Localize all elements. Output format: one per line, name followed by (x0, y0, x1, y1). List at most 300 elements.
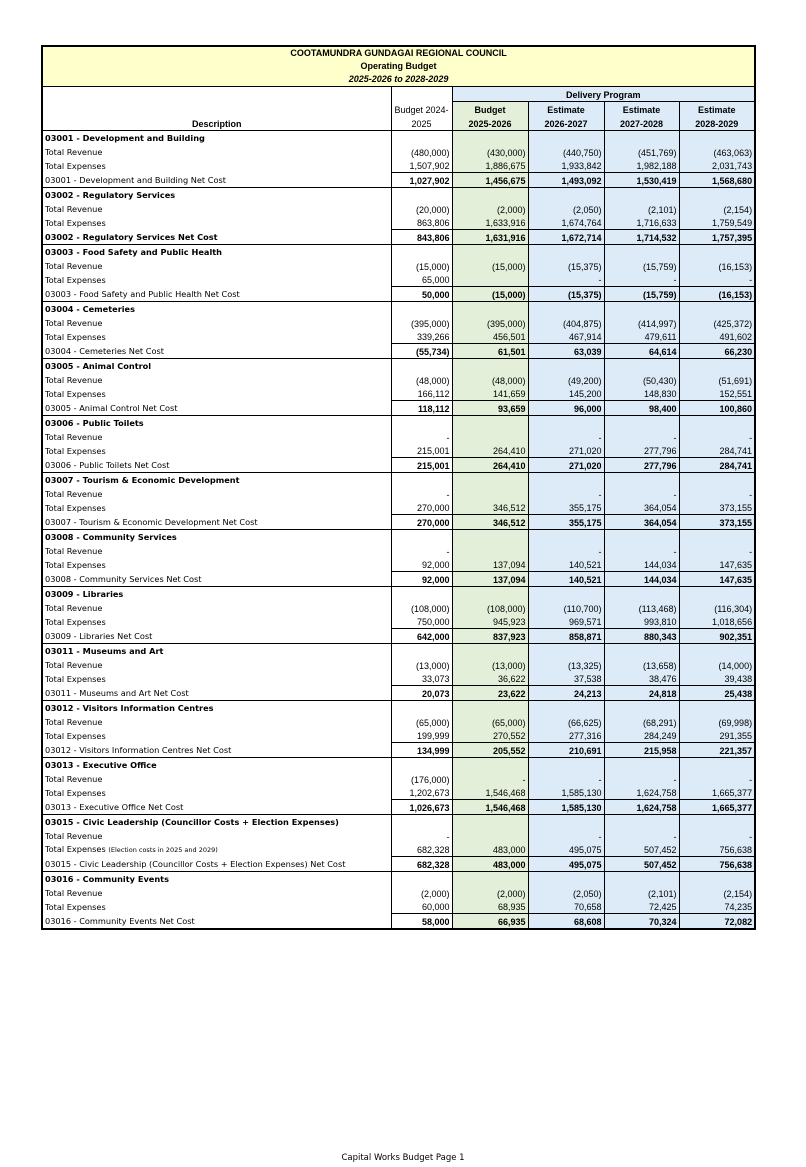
col-description: Description (191, 119, 242, 129)
row-label: 03016 - Community Events Net Cost (45, 915, 195, 926)
empty-cell (679, 245, 755, 259)
value-estimate-2028-29: 373,155 (679, 501, 755, 515)
operating-budget-sheet (41, 45, 754, 930)
value-budget-2024-25: 863,806 (391, 216, 452, 230)
row-label-cell (42, 615, 391, 629)
value-estimate-2027-28: 364,054 (604, 515, 679, 530)
row-label-cell (42, 601, 391, 615)
row-label: Total Expenses (45, 901, 106, 912)
row-label: Total Expenses (45, 274, 106, 285)
empty-cell (604, 815, 679, 829)
empty-cell (452, 530, 528, 544)
empty-cell (679, 473, 755, 487)
table-row (42, 145, 755, 159)
section-title: 03013 - Executive Office (42, 758, 391, 772)
value-estimate-2026-27: (15,375) (528, 287, 604, 302)
row-label-cell (42, 729, 391, 743)
empty-cell (391, 302, 452, 316)
section-header-row (42, 416, 755, 430)
value-estimate-2026-27: 63,039 (528, 344, 604, 359)
empty-cell (452, 587, 528, 601)
value-estimate-2026-27: 969,571 (528, 615, 604, 629)
row-label-cell (42, 216, 391, 230)
table-row (42, 273, 755, 287)
value-budget-2024-25: 682,328 (391, 857, 452, 872)
empty-cell (528, 644, 604, 658)
value-estimate-2027-28: - (604, 487, 679, 501)
value-budget-2025-26: (48,000) (452, 373, 528, 387)
value-estimate-2028-29: 1,757,395 (679, 230, 755, 245)
value-budget-2024-25: 750,000 (391, 615, 452, 629)
value-budget-2024-25: 215,001 (391, 444, 452, 458)
row-label-cell (42, 786, 391, 800)
value-estimate-2028-29: 72,082 (679, 914, 755, 929)
value-estimate-2026-27: (49,200) (528, 373, 604, 387)
section-header-row (42, 644, 755, 658)
value-estimate-2028-29: 756,638 (679, 843, 755, 857)
value-estimate-2027-28: 277,796 (604, 444, 679, 458)
col-est-2028-line2: 2028-2029 (679, 116, 755, 131)
value-budget-2025-26: 264,410 (452, 458, 528, 473)
value-budget-2024-25: 199,999 (391, 729, 452, 743)
value-estimate-2027-28: (2,101) (604, 202, 679, 216)
value-estimate-2027-28: - (604, 772, 679, 786)
value-estimate-2028-29: 147,635 (679, 572, 755, 587)
row-label-cell (42, 173, 391, 188)
value-estimate-2027-28: (414,997) (604, 316, 679, 330)
value-estimate-2028-29: (69,998) (679, 715, 755, 729)
value-estimate-2028-29: (16,153) (679, 287, 755, 302)
row-label-cell (42, 273, 391, 287)
value-budget-2024-25: 33,073 (391, 672, 452, 686)
value-estimate-2027-28: 144,034 (604, 572, 679, 587)
value-estimate-2026-27: 145,200 (528, 387, 604, 401)
empty-cell (452, 815, 528, 829)
row-label: Total Expenses (45, 160, 106, 171)
value-estimate-2028-29: 1,759,549 (679, 216, 755, 230)
net-cost-row (42, 743, 755, 758)
empty-cell (679, 530, 755, 544)
table-row (42, 615, 755, 629)
section-header-row (42, 815, 755, 829)
value-budget-2025-26 (452, 273, 528, 287)
row-label: 03001 - Development and Building Net Cost (45, 174, 226, 185)
value-budget-2025-26 (452, 829, 528, 843)
table-row (42, 159, 755, 173)
row-label: Total Revenue (45, 146, 103, 157)
value-estimate-2027-28: (2,101) (604, 886, 679, 900)
row-label: Total Expenses (45, 217, 106, 228)
header-row-3 (42, 116, 755, 131)
table-row (42, 601, 755, 615)
value-estimate-2026-27: 355,175 (528, 501, 604, 515)
row-label: 03011 - Museums and Art Net Cost (45, 687, 189, 698)
table-row (42, 843, 755, 857)
value-estimate-2027-28: 507,452 (604, 857, 679, 872)
value-budget-2024-25: 843,806 (391, 230, 452, 245)
empty-cell (391, 473, 452, 487)
row-label: Total Revenue (45, 488, 103, 499)
value-estimate-2028-29: (2,154) (679, 202, 755, 216)
value-estimate-2026-27: - (528, 772, 604, 786)
empty-cell (604, 758, 679, 772)
section-header-row (42, 245, 755, 259)
value-estimate-2028-29: 147,635 (679, 558, 755, 572)
value-estimate-2027-28: 277,796 (604, 458, 679, 473)
row-label: 03013 - Executive Office Net Cost (45, 801, 184, 812)
table-row (42, 558, 755, 572)
table-row (42, 259, 755, 273)
report-title-block (42, 46, 755, 87)
value-estimate-2028-29: - (679, 829, 755, 843)
empty-cell (391, 245, 452, 259)
row-label: Total Expenses (45, 787, 106, 798)
value-budget-2025-26: 837,923 (452, 629, 528, 644)
table-row (42, 373, 755, 387)
section-title: 03015 - Civic Leadership (Councillor Costs + Election Expenses) (42, 815, 391, 829)
value-estimate-2026-27: 96,000 (528, 401, 604, 416)
section-title: 03006 - Public Toilets (42, 416, 391, 430)
value-budget-2024-25: 1,026,673 (391, 800, 452, 815)
value-estimate-2027-28: (451,769) (604, 145, 679, 159)
value-budget-2024-25: - (391, 430, 452, 444)
value-estimate-2028-29: 2,031,743 (679, 159, 755, 173)
value-budget-2025-26: (15,000) (452, 287, 528, 302)
value-estimate-2026-27: (404,875) (528, 316, 604, 330)
council-name: COOTAMUNDRA GUNDAGAI REGIONAL COUNCIL (290, 48, 507, 58)
value-budget-2025-26 (452, 487, 528, 501)
row-label-cell (42, 373, 391, 387)
empty-cell (604, 131, 679, 145)
value-budget-2025-26 (452, 430, 528, 444)
value-estimate-2027-28: 98,400 (604, 401, 679, 416)
net-cost-row (42, 914, 755, 929)
value-budget-2025-26: 137,094 (452, 558, 528, 572)
value-estimate-2028-29: - (679, 487, 755, 501)
row-label: Total Expenses (45, 445, 106, 456)
value-budget-2024-25: 50,000 (391, 287, 452, 302)
row-label-cell (42, 444, 391, 458)
empty-cell (452, 758, 528, 772)
value-budget-2024-25: 215,001 (391, 458, 452, 473)
value-estimate-2027-28: 507,452 (604, 843, 679, 857)
empty-cell (604, 302, 679, 316)
value-estimate-2027-28: 284,249 (604, 729, 679, 743)
empty-cell (452, 245, 528, 259)
row-label-cell (42, 900, 391, 914)
header-row-1 (42, 87, 755, 102)
value-estimate-2028-29: 902,351 (679, 629, 755, 644)
value-budget-2024-25: (20,000) (391, 202, 452, 216)
section-title: 03012 - Visitors Information Centres (42, 701, 391, 715)
report-period: 2025-2026 to 2028-2029 (348, 74, 449, 84)
value-budget-2024-25: 65,000 (391, 273, 452, 287)
value-estimate-2026-27: 70,658 (528, 900, 604, 914)
row-label: 03012 - Visitors Information Centres Net Cost (45, 744, 232, 755)
value-estimate-2027-28: (13,658) (604, 658, 679, 672)
empty-cell (391, 131, 452, 145)
empty-cell (528, 530, 604, 544)
value-estimate-2027-28: 1,714,532 (604, 230, 679, 245)
value-estimate-2026-27: 140,521 (528, 572, 604, 587)
value-budget-2024-25: 339,266 (391, 330, 452, 344)
row-label-cell (42, 772, 391, 786)
value-estimate-2028-29: 1,665,377 (679, 786, 755, 800)
value-estimate-2027-28: 70,324 (604, 914, 679, 929)
value-estimate-2027-28: 1,624,758 (604, 786, 679, 800)
net-cost-row (42, 857, 755, 872)
value-estimate-2026-27: 495,075 (528, 843, 604, 857)
table-row (42, 772, 755, 786)
value-budget-2025-26: (108,000) (452, 601, 528, 615)
section-title: 03001 - Development and Building (42, 131, 391, 145)
empty-cell (528, 758, 604, 772)
value-budget-2025-26: 483,000 (452, 857, 528, 872)
row-label: Total Expenses (45, 388, 106, 399)
value-estimate-2026-27: 277,316 (528, 729, 604, 743)
value-estimate-2026-27: - (528, 273, 604, 287)
empty-cell (391, 587, 452, 601)
value-estimate-2027-28: - (604, 273, 679, 287)
value-budget-2024-25: 166,112 (391, 387, 452, 401)
row-label: 03007 - Tourism & Economic Development Net Cost (45, 516, 258, 527)
row-label: 03003 - Food Safety and Public Health Net Cost (45, 288, 240, 299)
empty-cell (604, 416, 679, 430)
row-label-cell (42, 430, 391, 444)
section-header-row (42, 359, 755, 373)
value-estimate-2026-27: 271,020 (528, 458, 604, 473)
section-title: 03003 - Food Safety and Public Health (42, 245, 391, 259)
value-budget-2024-25: (13,000) (391, 658, 452, 672)
row-label-cell (42, 658, 391, 672)
value-estimate-2026-27: (110,700) (528, 601, 604, 615)
row-label-cell (42, 558, 391, 572)
row-label: Total Expenses (45, 331, 106, 342)
col-budget-2025-line1: Budget (452, 102, 528, 117)
net-cost-row (42, 287, 755, 302)
section-title: 03005 - Animal Control (42, 359, 391, 373)
empty-cell (452, 416, 528, 430)
value-estimate-2026-27: 858,871 (528, 629, 604, 644)
value-estimate-2026-27: 140,521 (528, 558, 604, 572)
value-budget-2025-26: 270,552 (452, 729, 528, 743)
row-label: Total Expenses (45, 673, 106, 684)
value-budget-2025-26: 61,501 (452, 344, 528, 359)
value-budget-2025-26: 1,633,916 (452, 216, 528, 230)
value-budget-2024-25: (65,000) (391, 715, 452, 729)
row-label: 03008 - Community Services Net Cost (45, 573, 202, 584)
value-budget-2024-25: - (391, 544, 452, 558)
row-label: Total Expenses (45, 502, 106, 513)
value-budget-2025-26: (2,000) (452, 886, 528, 900)
value-estimate-2027-28: 24,818 (604, 686, 679, 701)
table-row (42, 387, 755, 401)
row-label-cell (42, 686, 391, 701)
value-budget-2024-25: - (391, 829, 452, 843)
row-label-cell (42, 145, 391, 159)
row-note: (Election costs in 2025 and 2029) (108, 846, 218, 855)
value-estimate-2027-28: 148,830 (604, 387, 679, 401)
value-estimate-2027-28: - (604, 430, 679, 444)
row-label-cell (42, 202, 391, 216)
value-estimate-2026-27: 24,213 (528, 686, 604, 701)
page-footer: Capital Works Budget Page 1 (341, 1153, 465, 1163)
value-estimate-2028-29: 1,568,680 (679, 173, 755, 188)
row-label-cell (42, 886, 391, 900)
empty-cell (391, 758, 452, 772)
report-title: Operating Budget (360, 61, 437, 71)
operating-budget-table (41, 45, 756, 930)
header-spacer (42, 102, 391, 117)
value-estimate-2028-29: 74,235 (679, 900, 755, 914)
value-budget-2024-25: 1,202,673 (391, 786, 452, 800)
value-estimate-2027-28: 993,810 (604, 615, 679, 629)
value-budget-2025-26: 36,622 (452, 672, 528, 686)
empty-cell (391, 359, 452, 373)
value-budget-2025-26: 346,512 (452, 501, 528, 515)
col-budget-2025-line2: 2025-2026 (452, 116, 528, 131)
value-estimate-2026-27: 1,493,092 (528, 173, 604, 188)
section-header-row (42, 872, 755, 886)
value-budget-2025-26: 141,659 (452, 387, 528, 401)
empty-cell (528, 245, 604, 259)
value-estimate-2028-29: (14,000) (679, 658, 755, 672)
row-label: Total Revenue (45, 716, 103, 727)
value-estimate-2027-28: 38,476 (604, 672, 679, 686)
row-label: Total Revenue (45, 887, 103, 898)
value-estimate-2026-27: (13,325) (528, 658, 604, 672)
value-estimate-2028-29: 291,355 (679, 729, 755, 743)
value-estimate-2026-27: 37,538 (528, 672, 604, 686)
empty-cell (679, 587, 755, 601)
header-spacer (391, 87, 452, 102)
empty-cell (528, 872, 604, 886)
empty-cell (604, 530, 679, 544)
value-estimate-2028-29: 373,155 (679, 515, 755, 530)
row-label-cell (42, 857, 391, 872)
section-title: 03011 - Museums and Art (42, 644, 391, 658)
row-label-cell (42, 487, 391, 501)
section-title: 03007 - Tourism & Economic Development (42, 473, 391, 487)
value-budget-2025-26: 68,935 (452, 900, 528, 914)
value-estimate-2026-27: 1,585,130 (528, 800, 604, 815)
col-est-2028-line1: Estimate (679, 102, 755, 117)
table-row (42, 330, 755, 344)
value-budget-2024-25: 20,073 (391, 686, 452, 701)
value-budget-2024-25: 60,000 (391, 900, 452, 914)
section-title: 03004 - Cemeteries (42, 302, 391, 316)
value-budget-2025-26: 1,456,675 (452, 173, 528, 188)
value-estimate-2028-29: 1,018,656 (679, 615, 755, 629)
value-estimate-2028-29: - (679, 430, 755, 444)
value-budget-2025-26: (430,000) (452, 145, 528, 159)
value-budget-2025-26: (65,000) (452, 715, 528, 729)
row-label: Total Revenue (45, 317, 103, 328)
empty-cell (679, 815, 755, 829)
value-estimate-2028-29: (16,153) (679, 259, 755, 273)
row-label: 03002 - Regulatory Services Net Cost (45, 231, 218, 242)
value-estimate-2027-28: 364,054 (604, 501, 679, 515)
empty-cell (604, 587, 679, 601)
value-estimate-2026-27: 355,175 (528, 515, 604, 530)
value-estimate-2027-28: (50,430) (604, 373, 679, 387)
value-estimate-2028-29: (425,372) (679, 316, 755, 330)
empty-cell (452, 359, 528, 373)
row-label: 03004 - Cemeteries Net Cost (45, 345, 164, 356)
value-estimate-2026-27: 271,020 (528, 444, 604, 458)
empty-cell (391, 872, 452, 886)
value-estimate-2026-27: 1,672,714 (528, 230, 604, 245)
value-budget-2024-25: (395,000) (391, 316, 452, 330)
value-estimate-2027-28: 215,958 (604, 743, 679, 758)
value-estimate-2028-29: 66,230 (679, 344, 755, 359)
section-header-row (42, 473, 755, 487)
empty-cell (528, 815, 604, 829)
table-row (42, 487, 755, 501)
value-budget-2025-26 (452, 544, 528, 558)
value-budget-2025-26: 346,512 (452, 515, 528, 530)
net-cost-row (42, 173, 755, 188)
value-estimate-2028-29: - (679, 544, 755, 558)
value-estimate-2028-29: 491,602 (679, 330, 755, 344)
row-label-cell (42, 344, 391, 359)
value-budget-2025-26: 205,552 (452, 743, 528, 758)
value-estimate-2028-29: - (679, 772, 755, 786)
col-est-2027-line1: Estimate (604, 102, 679, 117)
value-budget-2024-25: (55,734) (391, 344, 452, 359)
row-label: Total Revenue (45, 431, 103, 442)
section-header-row (42, 587, 755, 601)
row-label: 03009 - Libraries Net Cost (45, 630, 153, 641)
value-budget-2024-25: 92,000 (391, 572, 452, 587)
value-estimate-2026-27: (440,750) (528, 145, 604, 159)
row-label: Total Revenue (45, 545, 103, 556)
row-label: Total Expenses (45, 730, 106, 741)
value-estimate-2026-27: 467,914 (528, 330, 604, 344)
row-label: Total Revenue (45, 602, 103, 613)
value-estimate-2026-27: (2,050) (528, 202, 604, 216)
net-cost-row (42, 800, 755, 815)
empty-cell (528, 302, 604, 316)
value-estimate-2028-29: - (679, 273, 755, 287)
table-row (42, 430, 755, 444)
value-estimate-2028-29: 1,665,377 (679, 800, 755, 815)
section-header-row (42, 701, 755, 715)
empty-cell (528, 131, 604, 145)
section-header-row (42, 188, 755, 202)
row-label-cell (42, 914, 391, 929)
value-estimate-2026-27: 210,691 (528, 743, 604, 758)
row-label-cell (42, 572, 391, 587)
value-estimate-2027-28: - (604, 544, 679, 558)
value-budget-2025-26: (2,000) (452, 202, 528, 216)
value-estimate-2028-29: 152,551 (679, 387, 755, 401)
net-cost-row (42, 230, 755, 245)
row-label: Total Revenue (45, 659, 103, 670)
empty-cell (391, 188, 452, 202)
value-estimate-2027-28: 1,982,188 (604, 159, 679, 173)
value-budget-2025-26: 137,094 (452, 572, 528, 587)
value-budget-2024-25: - (391, 487, 452, 501)
value-budget-2024-25: 642,000 (391, 629, 452, 644)
value-estimate-2027-28: (15,759) (604, 287, 679, 302)
row-label-cell (42, 501, 391, 515)
empty-cell (452, 131, 528, 145)
empty-cell (679, 188, 755, 202)
value-estimate-2027-28: 72,425 (604, 900, 679, 914)
value-budget-2025-26: 1,546,468 (452, 800, 528, 815)
value-estimate-2026-27: 1,933,842 (528, 159, 604, 173)
